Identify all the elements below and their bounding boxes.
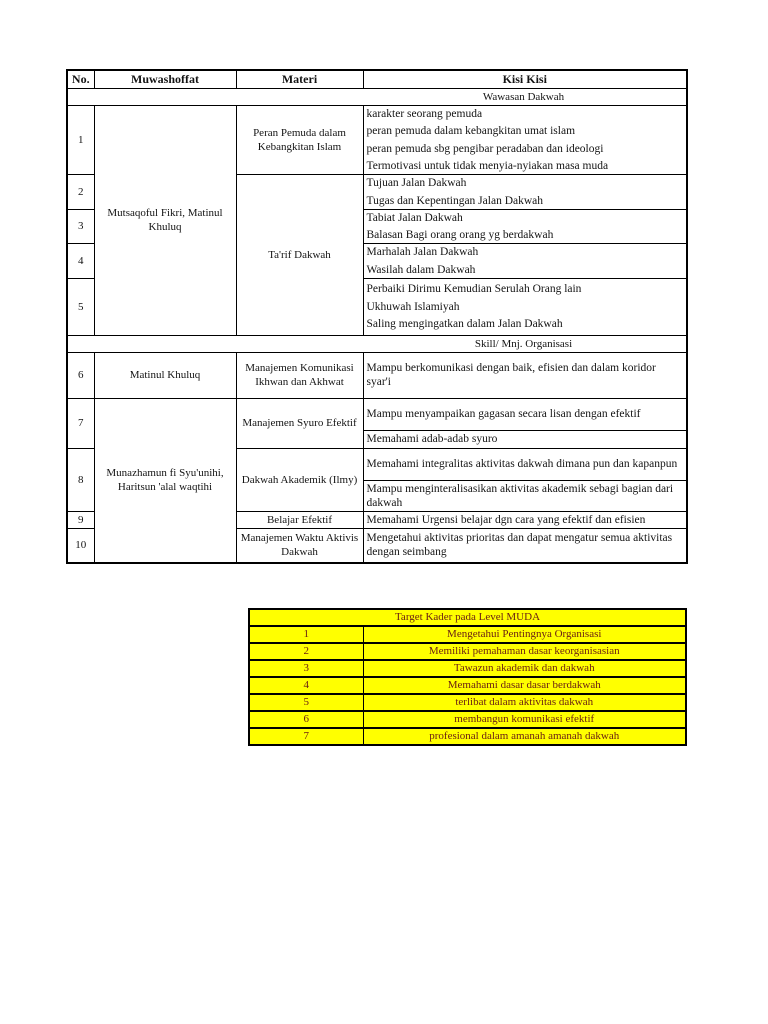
table-row [67,398,687,430]
target-text: Mengetahui Pentingnya Organisasi [363,626,686,643]
kisi-item: Memahami Urgensi belajar dgn cara yang efektif dan efisien [366,513,646,526]
target-text: Tawazun akademik dan dakwah [363,660,686,677]
table-row [67,352,687,398]
cell-no: 7 [67,398,94,448]
target-row [249,694,686,711]
target-title-row [249,609,686,626]
cell-kisi [363,352,687,398]
target-row [249,660,686,677]
kisi-item: Marhalah Jalan Dakwah [366,246,479,258]
cell-no: 9 [67,511,94,528]
kisi-item: Mampu menyampaikan gagasan secara lisan dengan efektif [366,408,641,420]
cell-muwashoffat: Matinul Khuluq [94,352,236,398]
cell-kisi [363,398,687,430]
target-kader-table [248,608,687,746]
cell-no: 5 [67,278,94,335]
kisi-item: Mampu menginteralisasikan aktivitas akademik sebagi bagian dari dakwah [366,482,674,509]
cell-kisi [363,209,687,244]
kisi-item: Wasilah dalam Dakwah [366,263,476,276]
target-no: 1 [249,626,363,643]
kisi-item: Memahami integralitas aktivitas dakwah dimana pun dan kapanpun [366,458,678,470]
cell-no: 6 [67,352,94,398]
target-table-title: Target Kader pada Level MUDA [249,609,686,626]
kisi-item: Tujuan Jalan Dakwah [366,177,467,189]
cell-materi: Peran Pemuda dalam Kebangkitan Islam [236,105,363,175]
section-label: Wawasan Dakwah [67,88,687,105]
section-label: Skill/ Mnj. Organisasi [67,335,687,352]
target-row [249,677,686,694]
header-no: No. [67,70,94,88]
kisi-item: karakter seorang pemuda [366,107,483,120]
cell-materi: Manajemen Waktu Aktivis Dakwah [236,528,363,563]
cell-muwashoffat: Mutsaqoful Fikri, Matinul Khuluq [94,105,236,335]
kisi-item: Balasan Bagi orang orang yg berdakwah [366,229,554,241]
target-text: membangun komunikasi efektif [363,711,686,728]
target-no: 5 [249,694,363,711]
header-materi: Materi [236,70,363,88]
cell-no: 4 [67,244,94,279]
target-row [249,728,686,745]
target-no: 4 [249,677,363,694]
target-no: 6 [249,711,363,728]
section-row-wawasan-dakwah [67,88,687,105]
cell-muwashoffat: Munazhamun fi Syu'unihi, Haritsun 'alal waqtihi [94,398,236,563]
target-text: terlibat dalam aktivitas dakwah [363,694,686,711]
target-row [249,626,686,643]
target-row [249,711,686,728]
cell-no: 8 [67,448,94,511]
cell-kisi [363,528,687,563]
target-text: profesional dalam amanah amanah dakwah [363,728,686,745]
cell-kisi [363,511,687,528]
target-text: Memahami dasar dasar berdakwah [363,677,686,694]
cell-materi: Manajemen Komunikasi Ikhwan dan Akhwat [236,352,363,398]
kisi-item: peran pemuda sbg pengibar peradaban dan ideologi [366,142,604,155]
cell-kisi [363,430,687,448]
header-kisi-kisi: Kisi Kisi [363,70,687,88]
cell-materi: Ta'rif Dakwah [236,175,363,336]
kisi-item: Tabiat Jalan Dakwah [366,211,463,224]
table-row [67,105,687,175]
kisi-item: Termotivasi untuk tidak menyia-nyiakan masa muda [366,160,609,172]
kisi-item: Ukhuwah Islamiyah [366,300,460,313]
kisi-item: Tugas dan Kepentingan Jalan Dakwah [366,194,544,207]
kisi-item: Memahami adab-adab syuro [366,433,498,445]
cell-kisi [363,175,687,210]
kisi-item: Perbaiki Dirimu Kemudian Serulah Orang lain [366,283,582,295]
muwashoffat-table [66,69,688,564]
target-row [249,643,686,660]
kisi-item: Mampu berkomunikasi dengan baik, efisien dan dalam koridor syar'i [366,362,656,388]
cell-materi: Manajemen Syuro Efektif [236,398,363,448]
cell-kisi [363,448,687,480]
cell-no: 10 [67,528,94,563]
cell-no: 3 [67,209,94,244]
section-row-skill-organisasi [67,335,687,352]
cell-materi: Dakwah Akademik (Ilmy) [236,448,363,511]
target-text: Memiliki pemahaman dasar keorganisasian [363,643,686,660]
cell-materi: Belajar Efektif [236,511,363,528]
cell-kisi [363,105,687,175]
kisi-item: Mengetahui aktivitas prioritas dan dapat mengatur semua aktivitas dengan seimbang [366,532,673,559]
table-header-row [67,70,687,88]
kisi-item: peran pemuda dalam kebangkitan umat islam [366,125,576,137]
target-no: 2 [249,643,363,660]
kisi-item: Saling mengingatkan dalam Jalan Dakwah [366,318,563,330]
cell-no: 1 [67,105,94,175]
cell-kisi [363,278,687,335]
header-muwashoffat: Muwashoffat [94,70,236,88]
target-no: 3 [249,660,363,677]
cell-kisi [363,480,687,511]
cell-no: 2 [67,175,94,210]
cell-kisi [363,244,687,279]
target-no: 7 [249,728,363,745]
